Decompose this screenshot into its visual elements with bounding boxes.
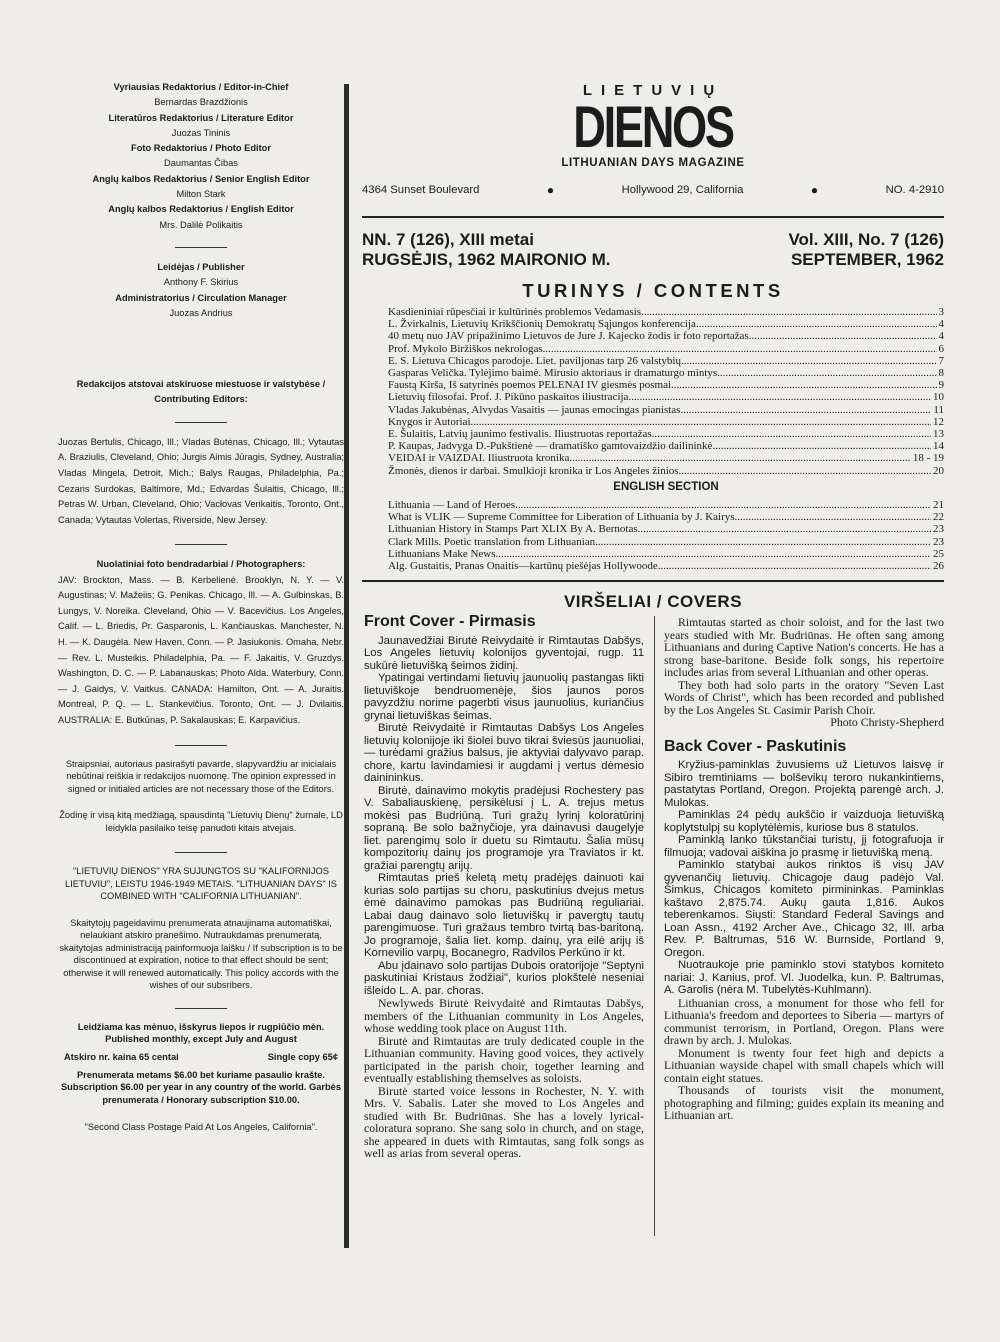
reprint-notice: Žodinę ir visą kitą medžiagą, spausdintą "Lietuvių Dienų" žurnale, LD leidykla pasilaiko teisę panudoti kitais atvejais. <box>59 810 343 833</box>
contents-item-page: 25 <box>933 547 944 560</box>
disclaimer: Straipsniai, autoriaus pasirašyti pavarde, slapyvardžiu ar inicialais nebūtinai reiškia ir redakcijos nuomonę. The opinion expressed in signed or initialed articles are not necessary those of the Editors. <box>65 758 337 794</box>
front-cover-paragraph: Jaunavedžiai Birutė Reivydaitė ir Rimtautas Dabšys, Los Angeles lietuvių kolonijos gyventojai, rugp. 11 sukūrė lietuvišką šeimos židinį. <box>364 634 644 672</box>
horizontal-rule <box>362 580 944 582</box>
divider <box>175 745 227 746</box>
front-cover-paragraph-en: Newlyweds Birutė Reivydaitė and Rimtautas Dabšys, members of the Lithuanian community in Los Angeles, whose wedding took place on August 11th. <box>364 996 644 1035</box>
divider <box>175 544 227 545</box>
contents-item-title: Prof. Mykolo Biržiškos nekrologas <box>388 342 543 355</box>
contents-list <box>388 306 944 572</box>
contents-item <box>388 318 944 330</box>
contents-item-page: 9 <box>938 379 944 392</box>
dot-leader <box>712 440 931 452</box>
contents-item-page: 4 <box>938 318 944 331</box>
dot-leader <box>652 428 931 440</box>
back-cover-column <box>664 616 944 1122</box>
issue-number-en: Vol. XIII, No. 7 (126) <box>788 230 944 249</box>
back-cover-paragraph-en: Lithuanian cross, a monument for those who fell for Lithuania's freedom and deportees to Siberia — martyrs of communist terrorism, in Portland, Oregon. Plans were drawn by arch. J. Mulokas. <box>664 995 944 1047</box>
photo-editor: Daumantas Čibas <box>164 158 238 169</box>
photographers-title: Nuolatiniai foto bendradarbiai / Photographers: <box>96 559 306 570</box>
dot-leader <box>569 452 910 464</box>
contributing-editors-title: Redakcijos atstovai atskiruose miestuose ir valstybėse / Contributing Editors: <box>76 379 326 405</box>
front-cover-paragraph: Rimtautas prieš keletą metų pradėjęs dainuoti kai kurias solo partijas su choru, paskutinius dvejus metus ėmė dainavimo pamokas pas Budriūną reguliariai. Labai daug dainavo solo lietuviškų ir pavergtų tautų parengimuose. Turi gražaus tembro tvirtą bas-baritoną. Jo programoje, šalia liet. komp. dainų, yra eilė arijų iš Kornevilio varpų, Bocanegro, Radvilos Perkūno ir kt. <box>364 872 644 959</box>
issue-number-lt: NN. 7 (126), XIII metai <box>362 230 534 249</box>
single-copy-lt: Atskiro nr. kaina 65 centai <box>64 1051 179 1062</box>
contents-item-title: Faustą Kirša, Iš satyrinės poemos PELENAI IV giesmės posmai <box>388 379 672 392</box>
publisher: Anthony F. Skirius <box>163 277 239 288</box>
senior-english-editor-title: Anglų kalbos Redaktorius / Senior English Editor <box>92 173 310 184</box>
front-cover-paragraph: Birutė, dainavimo mokytis pradėjusi Rochestery pas V. Sabaliauskienę, persikėlusi į L. A. trejus metus mokėsi pas Budriūną. Turi gražų lyrinį koloratūrinį sopraną. Be solo bažnyčioje, yra dainavusi daugelyje liet. parengimų solo ir duetu su Rimtautu. Šalia mūsų kompozitorių dainų jos programoje yra Traviatos ir kt. gražiai parengtų arijų. <box>364 784 644 872</box>
divider <box>175 422 227 423</box>
contributing-editors-list: Juozas Bertulis, Chicago, Ill.; Vladas Butėnas, Chicago, Ill.; Vytautas A. Braziulis, Cleveland, Ohio; Jurgis Aimis Jūragis, Sydney, Australia; Vladas Mingela, Detroit, Mich.; Balys Raugas, Philadelphia, Pa.; Cezaris Surdokas, Baltimore, Md.; Edvardas Šulaitis, Chicago, Ill.; Petras W. Urban, Cleveland, Ohio; Vacłovas Verikaitis, Toronto, Ont., Canada; Vytautas Volertas, Riverside, New Jersey. <box>58 436 344 525</box>
contents-item-page: 18 - 19 <box>912 452 944 465</box>
contents-item-title: Kasdieniniai rūpesčiai ir kultūrinės problemos Vedamasis <box>388 306 642 318</box>
dot-leader <box>735 511 931 523</box>
contents-item <box>388 404 944 416</box>
dot-leader <box>679 465 931 477</box>
divider <box>175 247 227 248</box>
dot-leader <box>638 523 931 535</box>
senior-english-editor: Milton Stark <box>176 189 226 200</box>
back-cover-heading: Back Cover - Paskutinis <box>664 737 847 755</box>
back-cover-paragraph: Paminklą lanko tūkstančiai turistų, jį fotografuoja ir filmuoja; vadovai aiškina jo prasmę ir lietuvišką meną. <box>664 834 944 859</box>
editor-in-chief: Bernardas Brazdžionis <box>154 97 248 108</box>
contents-item <box>388 306 944 318</box>
dot-leader <box>717 367 936 379</box>
contents-item <box>388 548 944 560</box>
dot-leader <box>471 416 932 428</box>
published-notice: Leidžiama kas mėnuo, išskyrus liepos ir rugpiūčio mėn. Published monthly, except July and August <box>77 1021 325 1045</box>
masthead-title: DIENOS <box>573 95 733 160</box>
contents-item <box>388 330 944 342</box>
front-cover-paragraph-en: They both had solo parts in the oratory "Seven Last Words of Christ", which has been recorded and published by the Los Angeles St. Casimir Parish Choir. <box>664 677 944 717</box>
dot-leader <box>641 306 936 318</box>
single-copy-row <box>58 1050 344 1065</box>
bullet-icon: ● <box>810 183 819 197</box>
horizontal-rule <box>362 216 944 218</box>
contents-item <box>388 343 944 355</box>
contents-item-title: Lithuanian History in Stamps Part XLIX By A. Bernotas <box>388 523 638 536</box>
vertical-rule <box>344 84 349 1248</box>
phone: NO. 4-2910 <box>885 184 944 196</box>
contents-item <box>388 452 944 464</box>
contents-item-page: 21 <box>933 499 944 512</box>
single-copy-en: Single copy 65¢ <box>267 1051 338 1062</box>
photographers-list: JAV: Brockton, Mass. — B. Kerbelienė. Brooklyn, N. Y. — V. Augustinas; V. Mažeiis; G. Penikas. Chicago, Ill. — A. Gulbinskas, B. Lungys, V. Noreika. Cleveland, Ohio — V. Bacevičius. Los Angeles, Calif. — L. Briedis, Pr. Gasparonis, L. Kančiauskas. Manchester, N. H. — K. Daugėla. New Haven, Conn. — P. Jasiukonis. Omaha, Nebr. — Rev. L. Musteikis. Philadelphia, Pa. — F. Jakaitis, V. Gruzdys. Washington, D. C. — P. Labanauskas; Photo Alda. Waterbury, Conn. — J. Gaidys, V. Vaitkus. CANADA: Hamilton, Ont. — A. Juraitis. Montreal, P. Q. — L. Stankevičius. Toronto, Ont. — J. Dvilaitis. AUSTRALIA: E. Butkūnas, P. Sakalauskas; E. Karpavičius. <box>58 574 344 725</box>
administrator-title: Administratorius / Circulation Manager <box>115 292 287 303</box>
contents-item <box>388 440 944 452</box>
postage-notice: "Second Class Postage Paid At Los Angeles, California". <box>84 1122 318 1133</box>
contents-item <box>388 355 944 367</box>
contents-item <box>388 428 944 440</box>
english-editor: Mrs. Dalilė Polikaitis <box>159 219 243 230</box>
contents-item-page: 20 <box>933 464 944 477</box>
contents-item-title: E. S. Lietuva Chicagos parodoje. Liet. paviljonas tarp 26 valstybių <box>388 354 681 367</box>
dot-leader <box>515 499 931 511</box>
contents-item <box>388 465 944 477</box>
front-cover-paragraph-en: Birutė and Rimtautas are truly dedicated couple in the Lithuanian community. Having good voices, they actively participated in the parish choir, together learning and eventually establishing themselves as soloists. <box>364 1033 644 1085</box>
back-cover-paragraph-en: Monument is twenty four feet high and depicts a Lithuanian wayside chapel with small chapels which will contain eight statues. <box>664 1045 944 1085</box>
issue-date-lt: RUGSĖJIS, 1962 MAIRONIO M. <box>362 250 611 269</box>
contents-item-page: 11 <box>933 403 944 416</box>
merger-notice: "LIETUVIŲ DIENOS" YRA SUJUNGTOS SU "KALIFORNIJOS LIETUVIU", LEISTU 1946-1949 METAIS. "LITHUANIAN DAYS" IS COMBINED WITH "CALIFORNIA LITHUANIAN". <box>64 866 338 902</box>
divider <box>175 852 227 853</box>
contents-item-title: What is VLIK — Supreme Committee for Liberation of Lithuania by J. Kairys <box>388 511 735 524</box>
subscription-note: Skaitytojų pageidavimu prenumerata atnaujinama automatiškai, nelaukiant atskiro pranešimo. Nutraukdamas prenumeratą, skaitytojas administraciją painformuoja laišku / If subscription is to be discontinued at expiration, notice to that effect should be sent; otherwise it will renewed automatically. This policy accords with the wishes of our subsribers. <box>59 917 343 991</box>
contents-item-page: 10 <box>933 391 944 404</box>
front-cover-paragraph: Birutė Reivydaitė ir Rimtautas Dabšys Los Angeles lietuvių kolonijoje iki šiolei buvo tikrai šviesūs jaunuoliai, — turėdami gražius balsus, jie aktyviai dalyvavo parap. chore, kartu lavindamiesi ir augdami į vertus dėmesio dainininkus. <box>364 722 644 784</box>
front-cover-column <box>364 613 644 1160</box>
masthead-subtitle: LITHUANIAN DAYS MAGAZINE <box>561 157 745 169</box>
contents-item-title: Vladas Jakubėnas, Alvydas Vasaitis — jaunas emocingas pianistas <box>388 403 681 416</box>
contents-item-title: Lietuvių filosofai. Prof. J. Pikūno paskaitos iliustracija <box>388 391 629 404</box>
contents-item-page: 13 <box>933 428 944 441</box>
dot-leader <box>681 355 937 367</box>
contents-item <box>388 367 944 379</box>
contents-item-title: Knygos ir Autoriai <box>388 415 471 428</box>
masthead-address-row <box>362 183 944 197</box>
contents-item-title: P. Kaupas, Jadvyga D.-Pukštienė — dramatiško gamtovaizdžio dailininkė <box>388 440 713 453</box>
contents-title: TURINYS / CONTENTS <box>522 280 784 301</box>
contents-item-title: VEIDAI ir VAIZDAI. Iliustruota kronika <box>388 452 570 465</box>
dot-leader <box>696 318 937 330</box>
contents-item <box>388 416 944 428</box>
issue-date-en: SEPTEMBER, 1962 <box>790 250 944 269</box>
contents-item-page: 6 <box>938 342 944 355</box>
literature-editor: Juozas Tininis <box>171 127 231 138</box>
contents-item-title: L. Žvirkalnis, Lietuvių Krikščionių Demokratų Sąjungos konferencija <box>388 318 696 331</box>
contents-item <box>388 511 944 523</box>
front-cover-paragraph-en: Birutė started voice lessons in Rochester, N. Y. with Mrs. V. Sabalis. Later she moved to Los Angeles and studied with Br. Budriūnas. She has a lovely lyrical-coloratura soprano. She sang solo in church, and on stage, she appeared in duets with Rimtautas, sang folk songs as well as arias from several operas. <box>364 1083 644 1160</box>
dot-leader <box>749 330 937 342</box>
masthead <box>362 80 944 197</box>
contents-item <box>388 499 944 511</box>
contents-item-page: 22 <box>933 511 944 524</box>
bullet-icon: ● <box>546 183 555 197</box>
english-editor-title: Anglų kalbos Redaktorius / English Editor <box>108 204 294 215</box>
contents-item-page: 23 <box>933 523 944 536</box>
contents-item <box>388 379 944 391</box>
contents-item-title: 40 metų nuo JAV pripažinimo Lietuvos de Jure J. Kajecko žodis ir foto reportažas <box>388 330 749 343</box>
staff-column <box>58 80 344 1136</box>
city: Hollywood 29, California <box>621 184 744 196</box>
covers-title: VIRŠELIAI / COVERS <box>563 592 743 611</box>
dot-leader <box>680 404 931 416</box>
contents-item-title: Clark Mills. Poetic translation from Lithuanian <box>388 535 596 548</box>
contents-item-title: Žmonės, dienos ir darbai. Smulkioji kronika ir Los Angeles žinios <box>388 464 679 477</box>
contents-item-title: Gasparas Velička. Tylėjimo baimė. Mirusio aktoriaus ir dramaturgo mintys <box>388 367 718 380</box>
contents-item-page: 8 <box>938 367 944 380</box>
contents-item-page: 12 <box>933 415 944 428</box>
publisher-title: Leidėjas / Publisher <box>157 261 245 272</box>
back-cover-paragraph: Paminklas 24 pėdų aukščio ir vaizduoja lietuvišką koplytstulpį su koplytėlėmis, kuriose bus 8 statulos. <box>664 809 944 834</box>
contents-item-page: 23 <box>933 535 944 548</box>
dot-leader <box>671 379 936 391</box>
contents-item <box>388 536 944 548</box>
contents-item-page: 4 <box>938 330 944 343</box>
back-cover-paragraph: Nuotraukoje prie paminklo stovi statybos komiteto nariai: J. Kanius, prof. Vl. Juodelka, kun. P. Baltrumas, A. Garolis (nėra M. Tubelytės-Kuhlmann). <box>664 959 944 996</box>
literature-editor-title: Literatūros Redaktorius / Literature Editor <box>108 112 294 123</box>
contents-item-title: E. Šulaitis, Latvių jaunimo festivalis. Iliustruotas reportažas <box>388 428 652 441</box>
front-cover-paragraph: Ypatingai vertindami lietuvių jaunuolių pastangas likti lietuviškoje bendruomenėje, šios jaunos poros pavyzdžiu norime pagerbti visus jaunuolius, kuriančius grynai lietuviškas šeimas. <box>364 672 644 722</box>
photo-editor-title: Foto Redaktorius / Photo Editor <box>131 143 271 154</box>
contents-item-page: 26 <box>933 560 944 573</box>
contents-item <box>388 391 944 403</box>
front-cover-paragraph-en: Rimtautas started as choir soloist, and for the last two years studied with Mr. Budriūnas. He often sang among Lithuanians and during Captive Nation's concerts. He has a strong base-baritone. Beside folk songs, his repertoire includes arias from several Lithuanian and other operas. <box>664 615 944 679</box>
dot-leader <box>595 536 931 548</box>
contents-item <box>388 560 944 572</box>
english-section-header: ENGLISH SECTION <box>613 480 719 493</box>
dot-leader <box>658 560 931 572</box>
contents-item-title: Alg. Gustaitis, Pranas Onaitis—kartūnų piešėjas Hollywoode <box>388 560 658 573</box>
contents-item <box>388 523 944 535</box>
contents-item-page: 3 <box>938 306 944 318</box>
issue-info <box>362 230 944 270</box>
editor-in-chief-title: Vyriausias Redaktorius / Editor-in-Chief <box>113 82 289 92</box>
contents-item-page: 7 <box>938 354 944 367</box>
contents-item-page: 14 <box>933 440 944 453</box>
dot-leader <box>543 343 937 355</box>
dot-leader <box>628 391 931 403</box>
contents-item-title: Lithuania — Land of Heroes <box>388 499 516 512</box>
back-cover-paragraph: Paminklo statybai aukos rinktos iš visų JAV gyvenančių lietuvių. Chicagoje daug padėjo Val. Šimkus, Chicagos komiteto pirmininkas. Paminklas kaštavo 2,875.74. Aukų gauta 1,816. Aukos teberenkamos. Siųsti: Standard Federal Savings and Loan Assn., 4192 Archer Ave., Chicago 32, Ill. arba Rev. P. Baltrumas, 516 W. Burnside, Portland 9, Oregon. <box>664 859 944 959</box>
masthead-top: LIETUVIŲ <box>582 82 724 99</box>
back-cover-paragraph-en: Thousands of tourists visit the monument, photographing and filming; guides explain its meaning and Lithuanian art. <box>664 1083 944 1122</box>
address: 4364 Sunset Boulevard <box>362 184 480 196</box>
dot-leader <box>496 548 931 560</box>
front-cover-paragraph: Abu įdainavo solo partijas Dubois oratorijoje "Septyni paskutiniai Kristaus žodžiai", kurios plokštelė neseniai išleido L. A. par. choras. <box>364 959 644 997</box>
administrator: Juozas Andrius <box>169 307 233 318</box>
back-cover-paragraph: Kryžius-paminklas žuvusiems už Lietuvos laisvę ir Sibiro tremtiniams — bolševikų teroro nukankintiems, pastatytas Portland, Oregon. Projektą parengė arch. J. Mulokas. <box>664 759 944 809</box>
contents-item-title: Lithuanians Make News <box>388 547 496 560</box>
price-notice: Prenumerata metams $6.00 bet kuriame pasaulio krašte. Subscription $6.00 per year in any country of the world. Garbės prenumerata / Honorary subscription $10.00. <box>60 1069 341 1105</box>
divider <box>175 1008 227 1009</box>
front-cover-credit: Photo Christy-Shepherd <box>830 715 944 729</box>
column-rule <box>654 616 655 1236</box>
front-cover-heading: Front Cover - Pirmasis <box>364 613 536 630</box>
